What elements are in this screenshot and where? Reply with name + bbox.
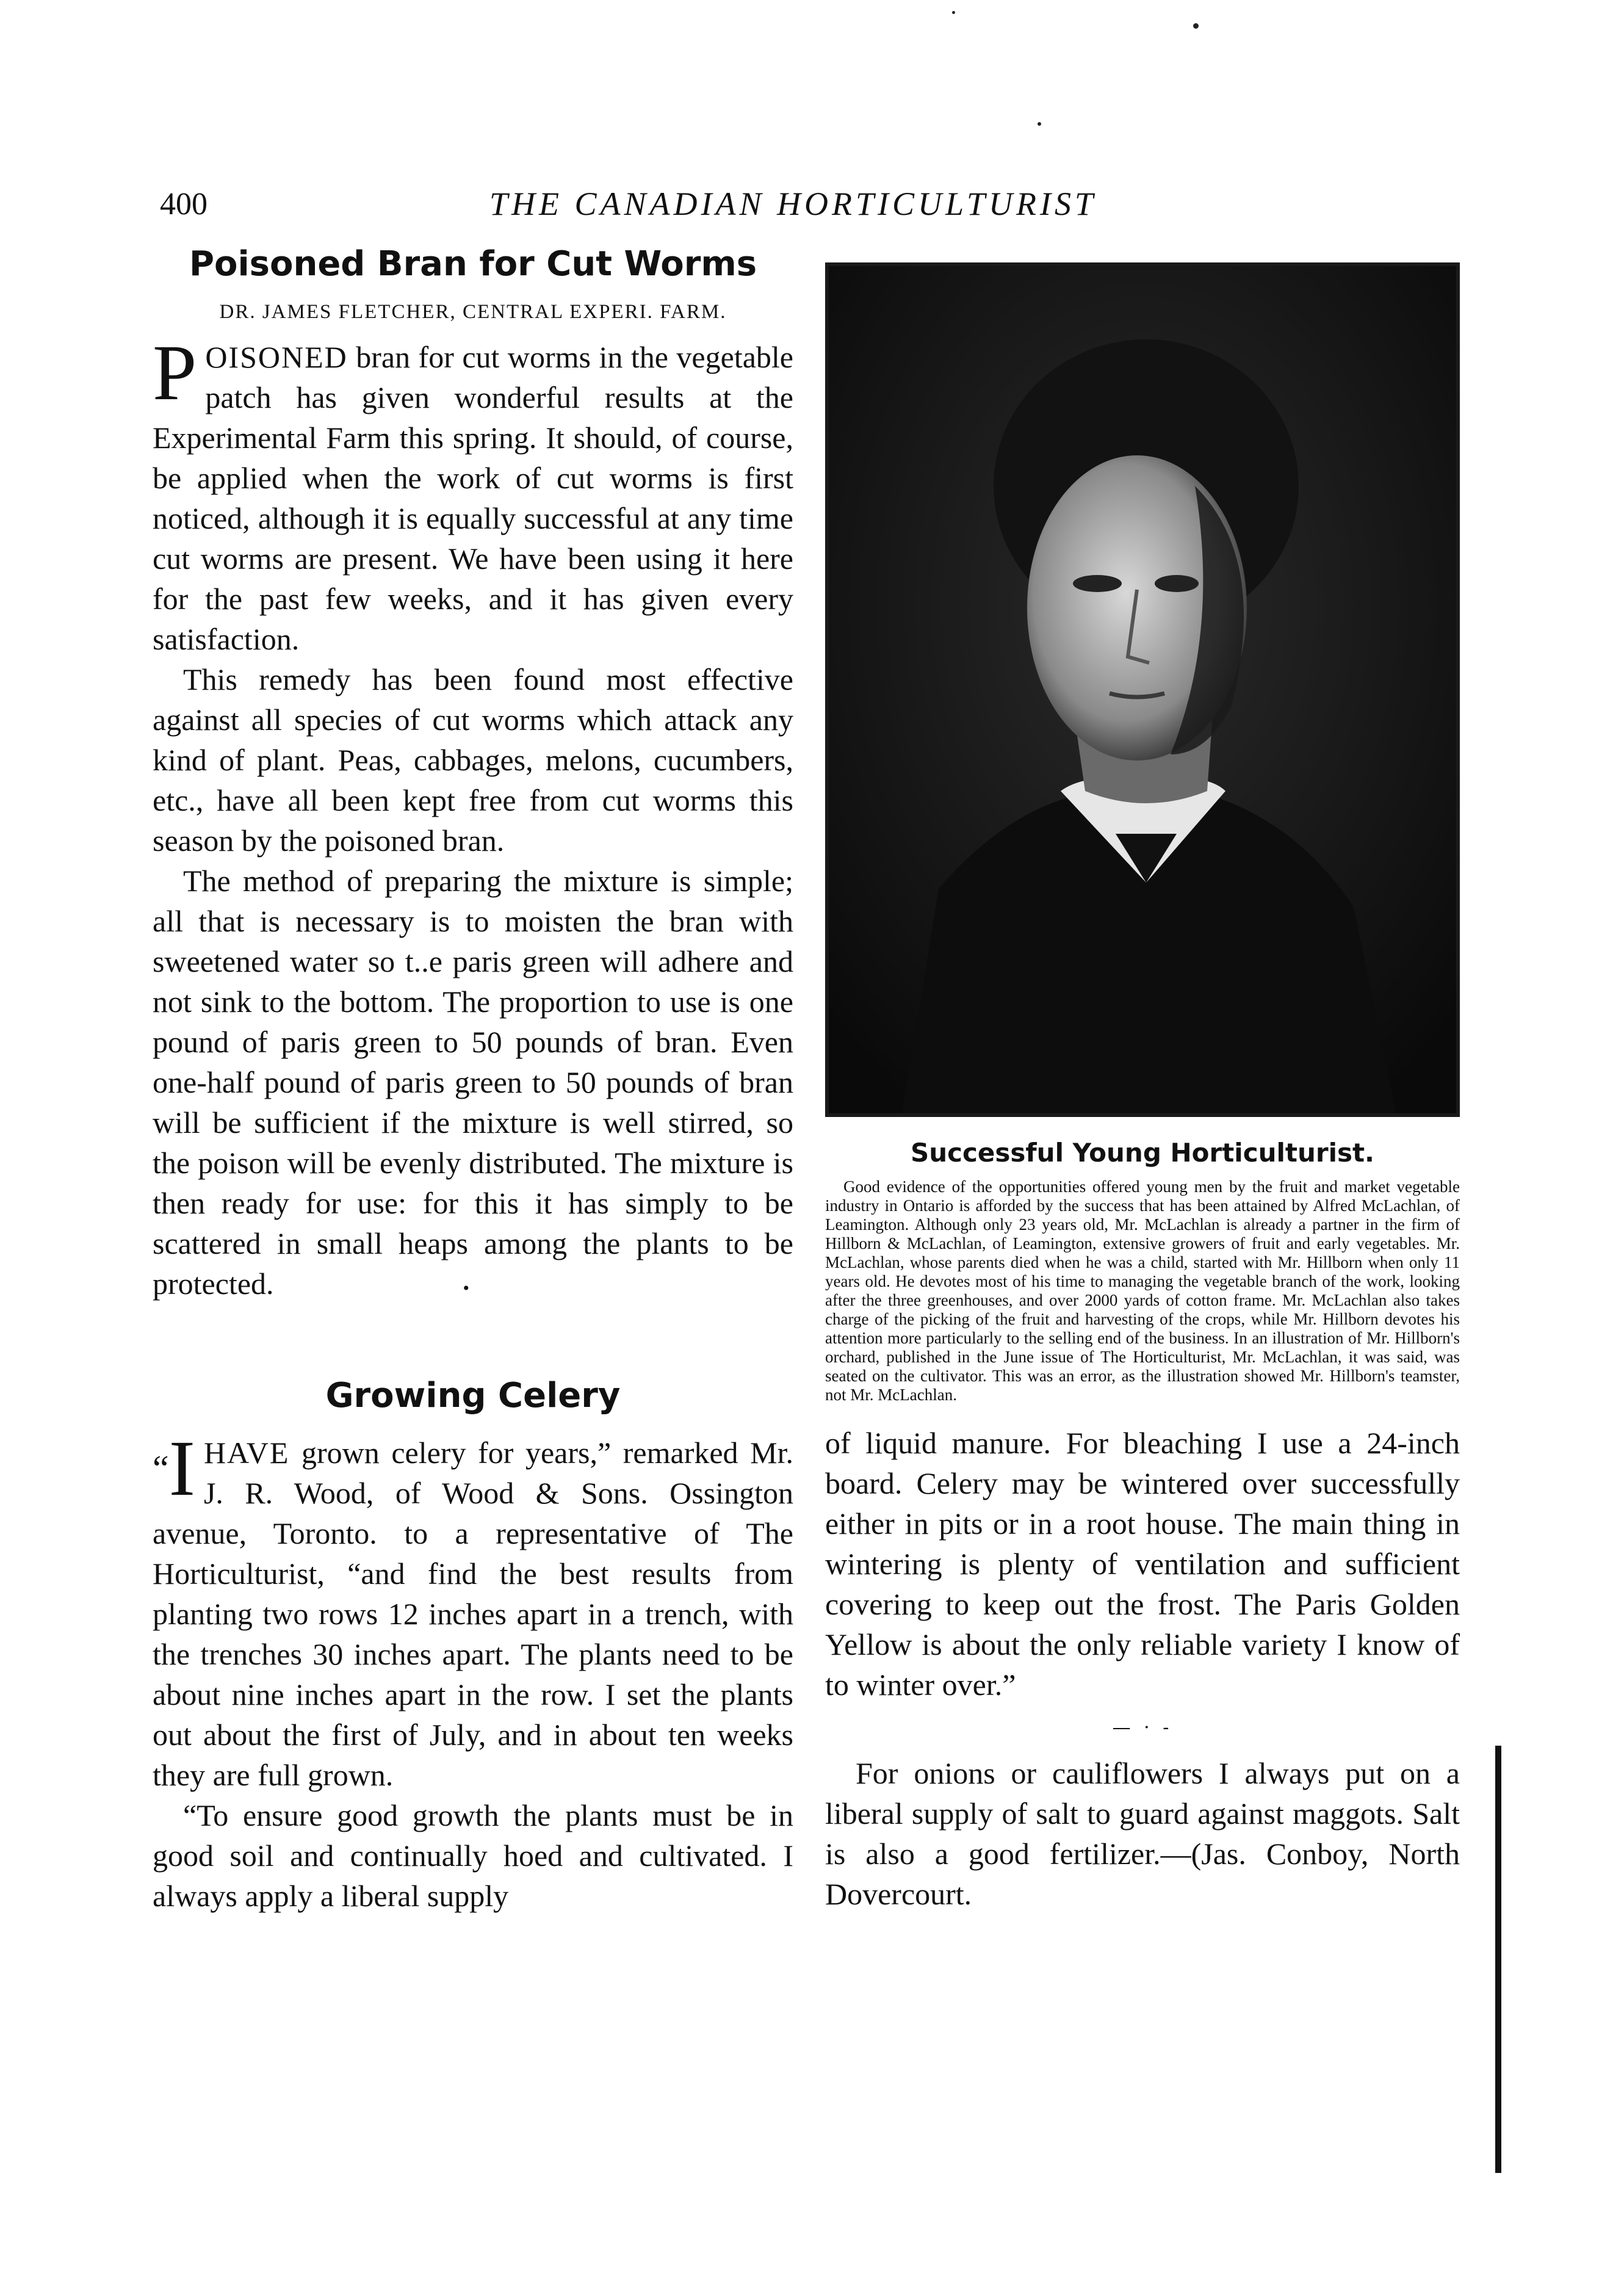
print-speck [952, 11, 955, 14]
print-speck [1038, 122, 1041, 126]
margin-rule [1495, 1746, 1501, 2173]
lead-in-caps: OISONED [205, 340, 348, 374]
page-number: 400 [160, 187, 208, 222]
article-paragraph: This remedy has been found most effective against all species of cut worms which attack any kind of plant. Peas, cabbages, melons, cucumbers, etc., have all been kept free from cut worms this season by the poisoned bran. [153, 662, 793, 858]
running-head [160, 186, 1515, 235]
note-paragraph: For onions or cauliflowers I always put on a liberal supply of salt to guard against maggots. Salt is also a good fertilizer.—(Jas. Conboy, North Dovercourt. [825, 1756, 1460, 1911]
open-quote: “ [153, 1448, 169, 1489]
section-divider: — · - [1112, 1717, 1173, 1738]
section-gap [153, 1309, 793, 1376]
photo-caption-text: Good evidence of the opportunities offered young men by the fruit and market vegetable industry in Ontario is afforded by the success that has been attained by Alfred McLachlan, of Leamington. Although only 23 years old, Mr. McLachlan is already a partner in the firm of Hillborn & McLachlan, of Leamington, extensive growers of fruit and early vegetables. Mr. McLachlan, whose parents died when he was a child, started with Mr. Hillborn when only 11 years old. He devotes most of his time to managing the vegetable branch of the work, looking after the three greenhouses, and over 2000 yards of cotton frame. Mr. McLachlan also takes charge of the picking of the fruit and harvesting of the crops, while Mr. Hillborn devotes his attention more particularly to the selling end of the business. In an illustration of Mr. Hillborn's orchard, published in the June issue of The Horticulturist, Mr. McLachlan, it was said, was seated on the cultivator. This was an error, as the illustration showed Mr. Hillborn's teamster, not Mr. McLachlan. [825, 1177, 1460, 1404]
article-paragraph-continued: of liquid manure. For bleaching I use a 24-inch board. Celery may be wintered over successfully either in pits or in a root house. The main thing in wintering is plenty of ventilation and sufficient covering to keep out the frost. The Paris Golden Yellow is about the only reliable variety I know of to winter over.” [825, 1426, 1460, 1702]
journal-title: THE CANADIAN HORTICULTURIST [489, 186, 1097, 222]
portrait-photo [825, 262, 1460, 1117]
drop-cap-letter: I [168, 1425, 195, 1513]
lead-in-caps: HAVE [203, 1436, 290, 1470]
print-speck [1193, 23, 1199, 29]
paragraph-text: The method of preparing the mixture is simple; all that is necessary is to moisten the bran with sweetened water so t..e paris green will adhere and not sink to the bottom. The proportion to use is one pound of paris green to 50 pounds of bran. Even one-half pound of paris green to 50 pounds of bran will be sufficient if the mixture is well stirred, so the poison will be evenly distributed. The mixture is then ready for use: for this it has simply to be scattered in small heaps among the plants to be protected. [153, 864, 793, 1301]
paragraph-text: bran for cut worms in the vegetable patch has given wonderful results at the Experimental Farm this spring. It should, of course, be applied when the work of cut worms is first noticed, although it is equally successful at any time cut worms are present. We have been using it here for the past few weeks, and it has given every satisfaction. [153, 340, 793, 656]
portrait-image [829, 266, 1456, 1113]
drop-cap: P [153, 329, 197, 417]
paragraph-text: grown celery for years,” remarked Mr. J. R. Wood, of Wood & Sons. Ossington avenue, Toronto. to a representative of The Horticulturist, “and find the best results from planting two rows 12 inches apart in a trench, with the trenches 30 inches apart. The plants need to be about nine inches apart in the row. I set the plants out about the first of July, and in about ten weeks they are full grown. [153, 1436, 793, 1792]
article-byline: DR. JAMES FLETCHER, CENTRAL EXPERI. FARM. [219, 301, 727, 323]
article-title: Growing Celery [325, 1376, 621, 1415]
right-column [825, 262, 1460, 1914]
left-column [153, 244, 793, 1916]
bullet-mark: • [463, 1278, 470, 1298]
article-paragraph [153, 1425, 793, 1795]
article-paragraph [153, 329, 793, 659]
photo-caption-title: Successful Young Horticulturist. [910, 1138, 1375, 1168]
article-paragraph [153, 861, 793, 1309]
article-paragraph: “To ensure good growth the plants must be in good soil and continually hoed and cultivated. I always apply a liberal supply [153, 1798, 793, 1913]
drop-cap [153, 1425, 195, 1513]
article-title: Poisoned Bran for Cut Worms [189, 244, 757, 284]
